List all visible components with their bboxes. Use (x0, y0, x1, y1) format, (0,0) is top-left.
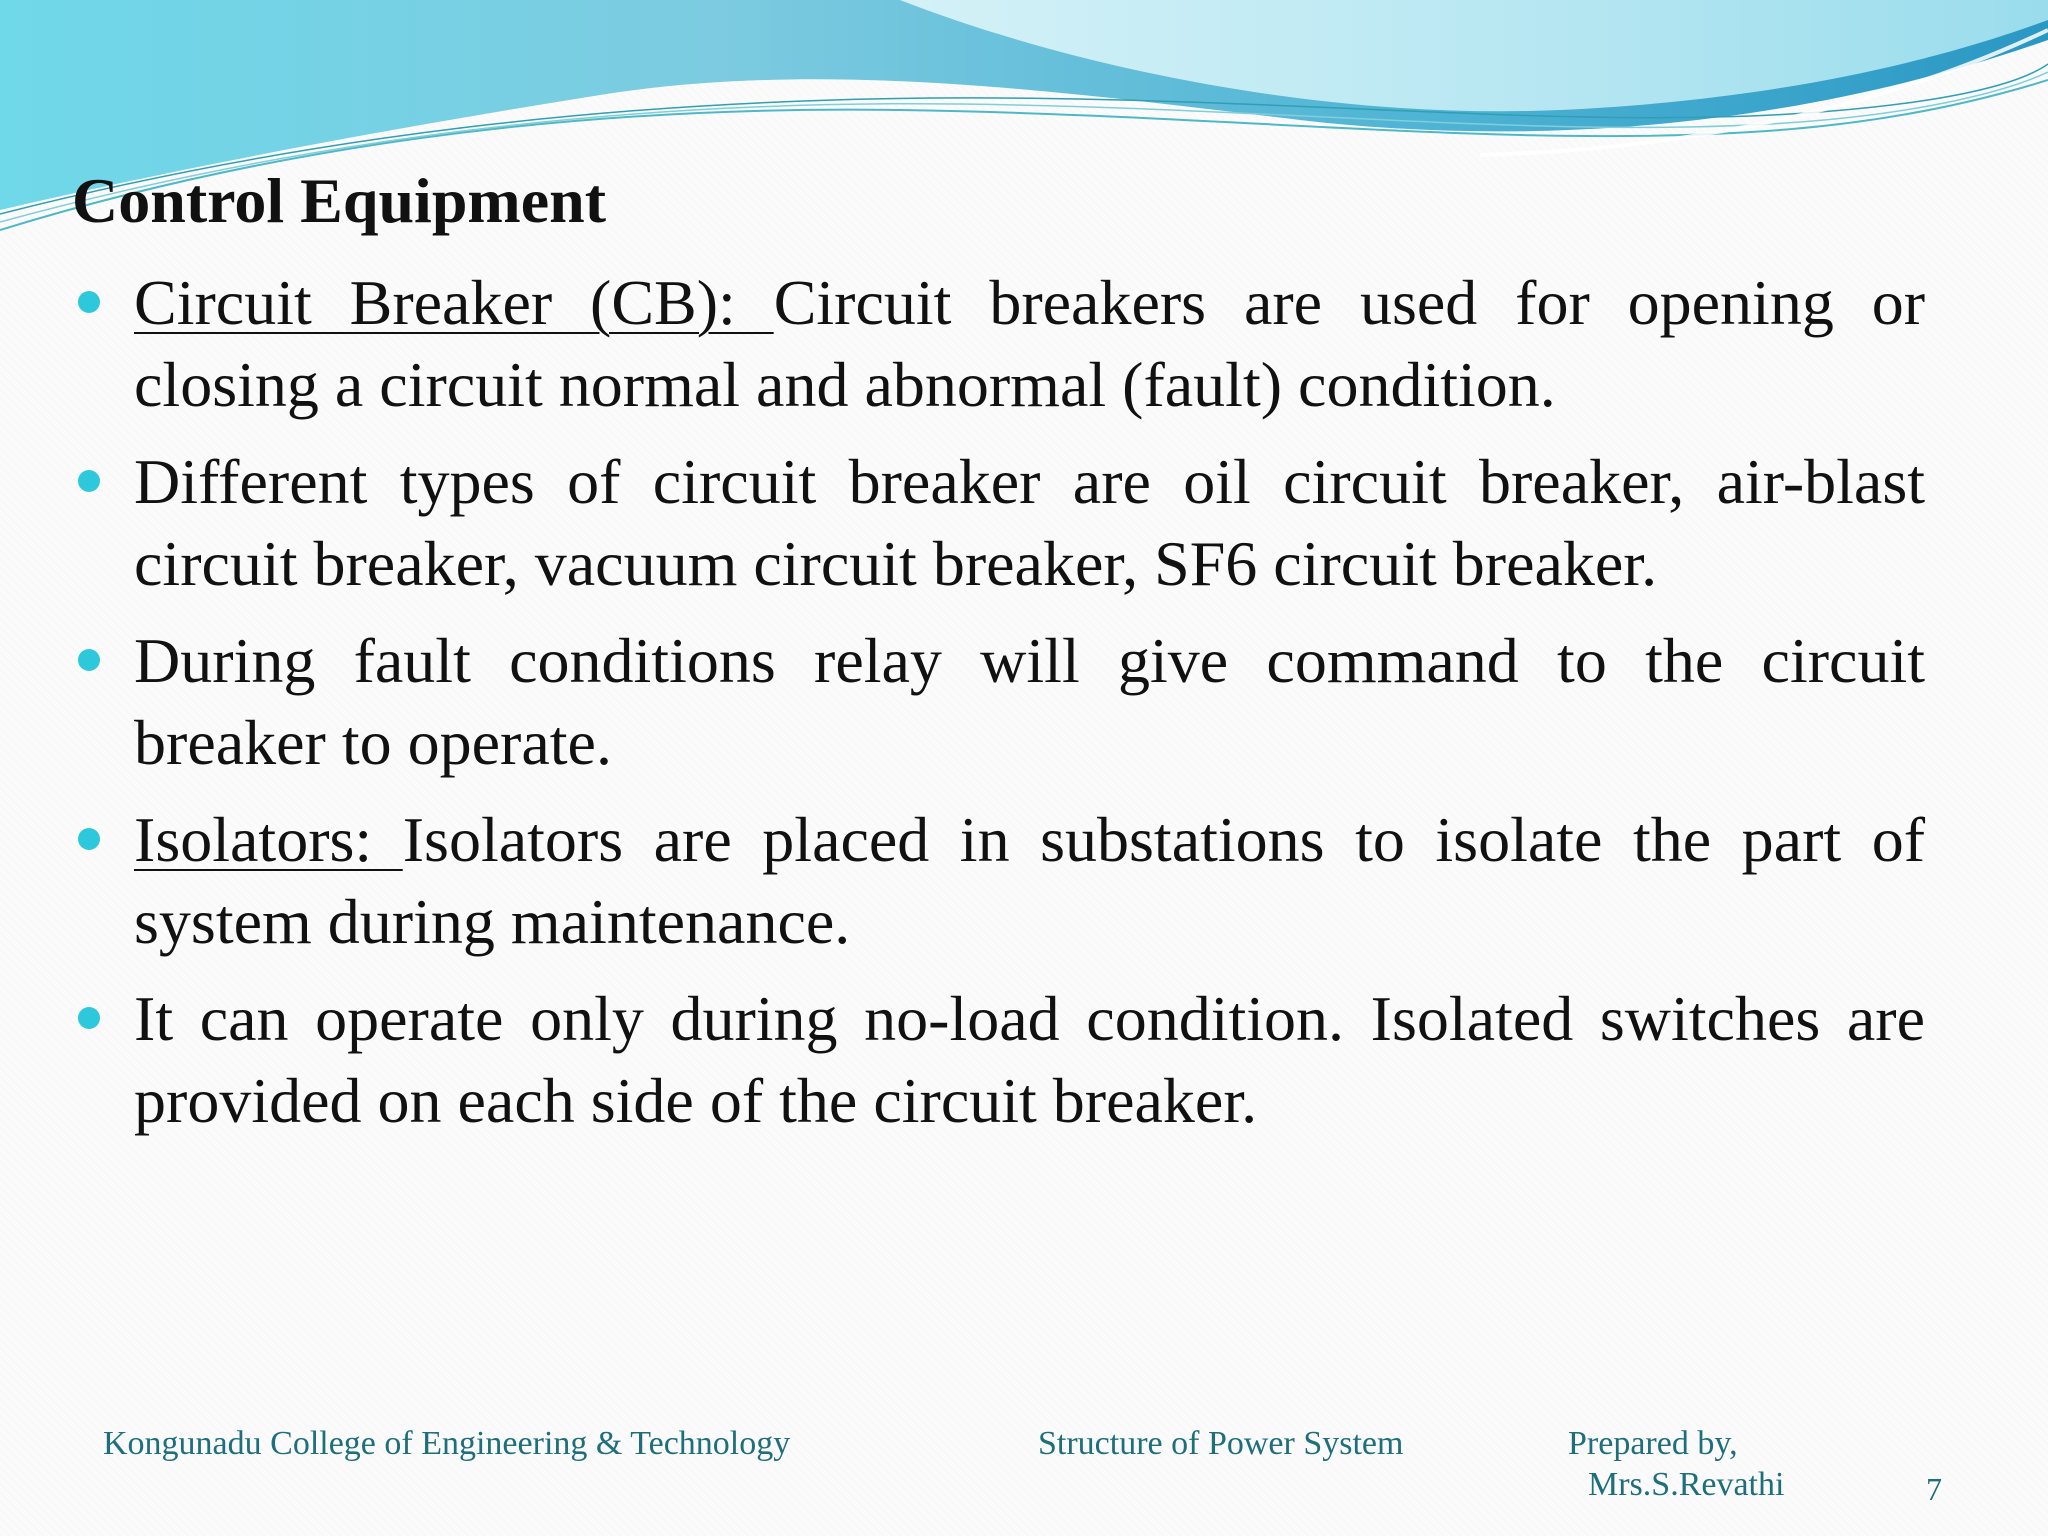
bullet-dot-icon (78, 291, 100, 313)
bullet-text: Circuit breakers are used for opening or closing a circuit normal and abnormal (fault) condition. (134, 267, 1925, 420)
bullet-text: During fault conditions relay will give command to the circuit breaker to operate. (134, 625, 1925, 778)
bullet-item-no-load (0, 978, 1925, 1142)
bullet-item-circuit-breaker (0, 262, 1925, 426)
bullet-text: It can operate only during no-load condition. Isolated switches are provided on each side of the circuit breaker. (134, 983, 1925, 1136)
page-number: 7 (1926, 1471, 1942, 1507)
bullet-dot-icon (78, 649, 100, 671)
bullet-dot-icon (78, 470, 100, 492)
footer-topic: Structure of Power System (1038, 1425, 1404, 1462)
bullet-item-isolators (0, 799, 1925, 963)
bullet-list (0, 262, 2048, 1157)
bullet-text: Isolators are placed in substations to isolate the part of system during maintenance. (134, 804, 1926, 957)
bullet-text: Different types of circuit breaker are oil circuit breaker, air-blast circuit breaker, vacuum circuit breaker, SF6 circuit breaker. (134, 446, 1925, 599)
bullet-item-fault-conditions (0, 620, 1925, 784)
bullet-term: Isolators: (134, 804, 403, 875)
footer-prepared-by: Prepared by, (1568, 1425, 1738, 1462)
footer-college: Kongunadu College of Engineering & Technology (103, 1425, 791, 1462)
footer-author: Mrs.S.Revathi (1588, 1466, 1785, 1503)
bullet-dot-icon (78, 828, 100, 850)
bullet-dot-icon (78, 1007, 100, 1029)
bullet-term: Circuit Breaker (CB): (134, 267, 774, 338)
bullet-item-breaker-types (0, 441, 1925, 605)
slide-title: Control Equipment (72, 165, 607, 236)
